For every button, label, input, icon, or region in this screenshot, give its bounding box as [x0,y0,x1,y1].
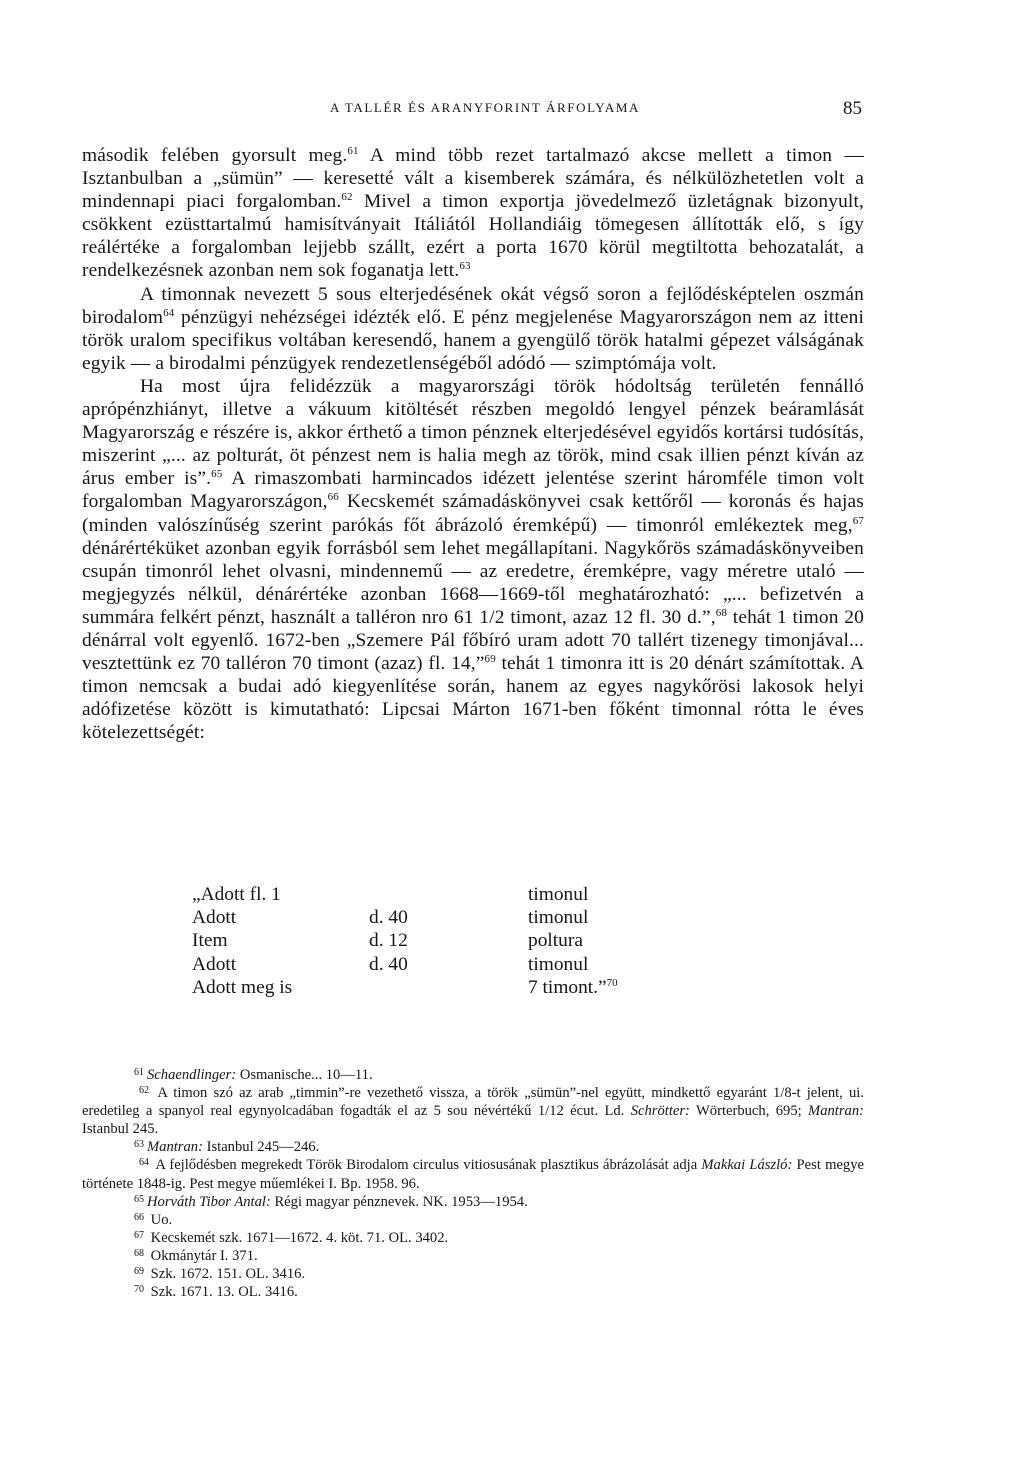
paragraph-2: A timonnak nevezett 5 sous elterjedésének okát végső soron a fejlődésképtelen oszmán birodalom$^{64}$ pénzügyi nehézségei idézték elő. E pénz megjelenése Magyarországon nem az itteni török uralom specifikus voltában keresendő, hanem a gyengülő török hatalmi gépezet válságának egyik — a birodalmi pénzügyek rendezetlenségéből adódó — szimptómája volt. [82,283,864,374]
ledger-amount: d. 40 [369,953,408,975]
ledger-unit: timonul [528,907,589,929]
footnote-ref-61[interactable]: 61 [347,145,359,157]
ledger-amount [369,883,528,906]
ledger-item: Adott meg is [192,976,293,998]
running-title: A TALLÉR ÉS ARANYFORINT ÁRFOLYAMA [329,100,640,115]
ledger-row [192,929,618,952]
ledger-row [192,883,618,906]
paragraph-1: második felében gyorsult meg.$^{61}$ A mind több rezet tartalmazó akcse mellett a timon — Isztanbulban a „sümün” — keresetté vált a kisemberek számára, és nélkülözhetetlen volt a mindennapi piaci forgalomban.$^{62}$ Mivel a timon exportja jövedelmező üzletágnak bizonyult, csökkent ezüsttartalmú hamisítványait Itáliától Hollandiáig tömegesen állították elő, s így reálértéke a forgalomban lejjebb szállt, ezért a porta 1670 körül megtiltotta behozatalát, a rendelkezésnek azonban nem sok foganatja lett.$^{63}$ [82,145,865,282]
footnote-ref-69[interactable]: 69 [484,653,496,666]
ledger-row [192,906,618,929]
ledger-unit: timonul [528,953,589,975]
footnote-61: $^{61}$ Schaendlinger: Osmanische... 10—11. [134,1067,373,1083]
ledger-amount: d. 12 [369,930,408,952]
ledger-unit: timonul [528,884,589,905]
ledger-unit: poltura [528,930,583,952]
ledger-row [192,953,618,976]
footnotes [82,1066,864,1301]
ledger-amount: d. 40 [369,907,408,929]
footnote-70: $^{70}$ Szk. 1671. 13. OL. 3416. [134,1284,298,1301]
footnote-ref-66[interactable]: 66 [327,491,339,504]
footnote-67: $^{67}$ Kecskemét szk. 1671—1672. 4. köt. 71. OL. 3402. [134,1229,449,1246]
footnote-65: $^{65}$ Horváth Tibor Antal: Régi magyar pénznevek. NK. 1953—1954. [134,1193,528,1210]
ledger-item: Adott [192,953,237,975]
footnote-ref-67[interactable]: 67 [852,514,864,527]
page-number: 85 [843,98,862,119]
footnote-63: $^{63}$ Mantran: Istanbul 245—246. [134,1139,320,1156]
body-text [82,144,864,744]
ledger-unit: 7 timont.”$^{70}$ [528,976,618,998]
ledger-row [192,976,618,999]
ledger-item: Item [192,930,228,952]
footnote-69: $^{69}$ Szk. 1672. 151. OL. 3416. [134,1266,306,1283]
ledger-item: „Adott fl. 1 [192,884,281,905]
footnote-64: $^{64}$ A fejlődésben megrekedt Török Birodalom circulus vitiosusának plasztikus ábrázolását adja Makkai László: Pest megye története 1848-ig. Pest megye műemlékei I. Bp. 1958. 96. [82,1157,864,1192]
footnote-ref-68[interactable]: 68 [715,606,728,619]
footnote-ref-64[interactable]: 64 [163,306,175,319]
footnote-ref-65[interactable]: 65 [211,468,223,481]
footnote-ref-70[interactable]: 70 [606,976,618,989]
footnote-68: $^{68}$ Okmánytár I. 371. [134,1247,258,1264]
footnote-62: $^{62}$ A timon szó az arab „timmin”-re vezethető vissza, a török „sümün”-nel együtt, mindkettő egyaránt 1/8-t jelent, ui. eredetileg a spanyol real egynyolcadában fogadták el az 5 sou névértékű 1/12 écut. Ld. Schrötter: Wörterbuch, 695; Mantran: Istanbul 245. [82,1085,864,1138]
footnote-ref-62[interactable]: 62 [341,191,353,204]
footnote-ref-63[interactable]: 63 [459,260,471,273]
paragraph-3: Ha most újra felidézzük a magyarországi török hódoltság területén fennálló aprópénzhiányt, illetve a vákuum kitöltését részben megoldó lengyel pénzek beáramlását Magyarország e részére is, akkor érthető a timon pénznek elterjedésével egyidős kortársi tudósítás, miszerint „... az polturát, öt pénzest nem is halia megh az török, mind csak illien pénzt kíván az árus ember is”.$^{65}$ A rimaszombati harmincados idézett jelentése szerint háromféle timon volt forgalomban Magyarországon,$^{66}$ Kecskemét számadáskönyvei csak kettőről — koronás és hajas (minden valószínűség szerint parókás főt ábrázoló éremképű) — timonról emlékeztek meg,$^{67}$ dénárértéküket azonban egyik forrásból sem lehet megállapítani. Nagykőrös számadáskönyveiben csupán timonról lehet olvasni, mindennemű — az eredetre, éremképre, vagy méretre utaló — megjegyzés nélkül, dénárértéke azonban 1668—1669-től meghatározható: „... befizetvén a summára felkért pénzt, használt a talléron nro 61 1/2 timont, azaz 12 fl. 30 d.”,$^{68}$ tehát 1 timon 20 dénárral volt egyenlő. 1672-ben „Szemere Pál főbíró uram adott 70 tallért tizenegy timonjával... vesztettünk ez 70 talléron 70 timont (azaz) fl. 14,”$^{69}$ tehát 1 timonra itt is 20 dénárt számítottak. A timon nemcsak a budai adó kiegyenlítése során, hanem az egyes nagykőrösi lakosok helyi adófizetése között is kimutatható: Lipcsai Márton 1671-ben főként timonnal rótta le éves kötelezettségét: [82,375,865,744]
ledger-item: Adott [192,907,237,929]
footnote-66: $^{66}$ Uo. [134,1211,173,1228]
payment-ledger [192,883,618,999]
ledger-amount [369,976,528,999]
